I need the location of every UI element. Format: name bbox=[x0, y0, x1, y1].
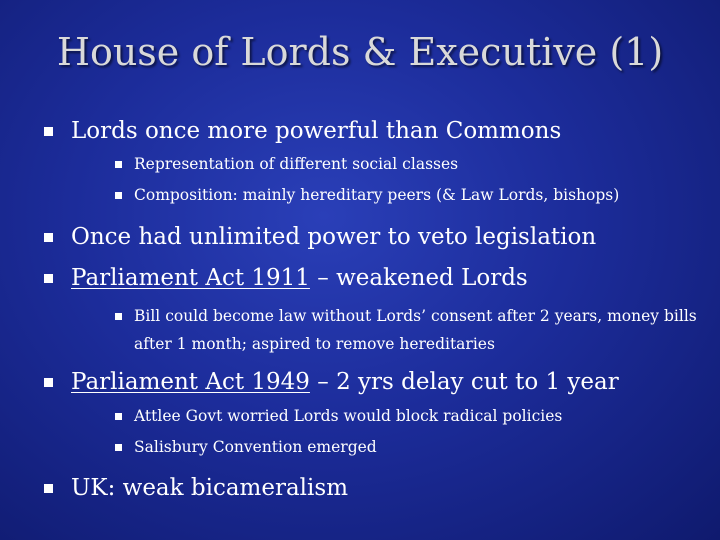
sub-bullet-text-line-2: after 1 month; aspired to remove hereditaries bbox=[134, 335, 495, 353]
sub-bullet-text-line-1: Bill could become law without Lords’ consent after 2 years, money bills bbox=[134, 307, 697, 325]
square-bullet-icon bbox=[115, 192, 122, 199]
bullet-text: Once had unlimited power to veto legislation bbox=[71, 224, 597, 250]
square-bullet-icon bbox=[115, 444, 122, 451]
square-bullet-icon bbox=[44, 233, 53, 242]
sub-bullet-text bbox=[134, 302, 697, 358]
bullet-text: Lords once more powerful than Commons bbox=[71, 118, 562, 144]
bullet-text-rest: – weakened Lords bbox=[309, 265, 528, 291]
sub-bullet-text: Composition: mainly hereditary peers (& Law Lords, bishops) bbox=[134, 186, 620, 204]
parliament-act-1949-link[interactable]: Parliament Act 1949 bbox=[71, 369, 310, 395]
square-bullet-icon bbox=[115, 313, 122, 320]
bullet-text bbox=[71, 367, 619, 397]
slide-title: House of Lords & Executive (1) bbox=[56, 30, 664, 74]
square-bullet-icon bbox=[44, 378, 53, 387]
bullet-text: UK: weak bicameralism bbox=[71, 475, 349, 501]
square-bullet-icon bbox=[44, 127, 53, 136]
bullet-text-rest: – 2 yrs delay cut to 1 year bbox=[309, 369, 619, 395]
sub-bullet-text: Representation of different social classes bbox=[134, 155, 459, 173]
square-bullet-icon bbox=[44, 484, 53, 493]
sub-bullet-text: Attlee Govt worried Lords would block radical policies bbox=[134, 407, 563, 425]
square-bullet-icon bbox=[44, 274, 53, 283]
square-bullet-icon bbox=[115, 161, 122, 168]
square-bullet-icon bbox=[115, 413, 122, 420]
bullet-text bbox=[71, 263, 528, 293]
parliament-act-1911-link[interactable]: Parliament Act 1911 bbox=[71, 265, 310, 291]
sub-bullet-text: Salisbury Convention emerged bbox=[134, 438, 377, 456]
